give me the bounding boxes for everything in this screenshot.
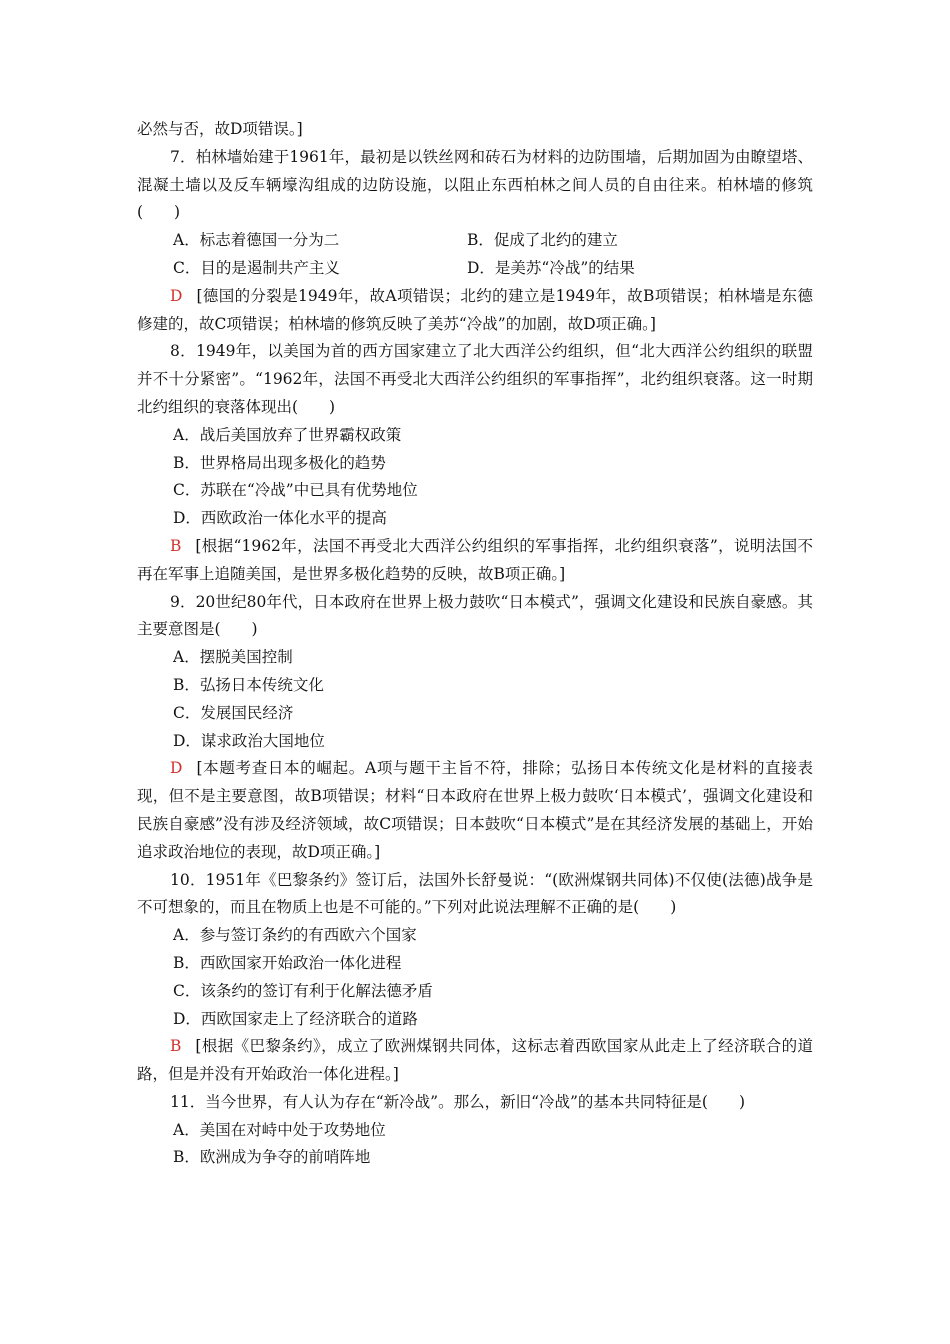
lead-text: 必然与否，故D项错误。] (137, 120, 303, 138)
question-7-option-b: B．促成了北约的建立 (467, 231, 618, 250)
question-7-option-c: C．目的是遏制共产主义 (173, 258, 340, 277)
question-10-stem: 10．1951年《巴黎条约》签订后，法国外长舒曼说：“(欧洲煤钢共同体)不仅使(法德)战争是不可想象的，而且在物质上也是不可能的。”下列对此说法理解不正确的是( ) (137, 870, 813, 917)
question-9-stem: 9．20世纪80年代，日本政府在世界上极力鼓吹“日本模式”，强调文化建设和民族自豪感。其主要意图是( ) (137, 592, 813, 639)
question-7-options-row-2 (137, 255, 813, 283)
question-8-option-a: A．战后美国放弃了世界霸权政策 (173, 425, 402, 444)
question-10-option-b: B．西欧国家开始政治一体化进程 (173, 953, 402, 972)
answer-letter: D (170, 759, 183, 778)
question-7-option-a: A．标志着德国一分为二 (173, 231, 340, 250)
answer-letter: B (170, 1037, 182, 1056)
question-11-stem: 11．当今世界，有人认为存在“新冷战”。那么，新旧“冷战”的基本共同特征是( ) (170, 1092, 746, 1111)
question-11-option-b: B．欧洲成为争夺的前哨阵地 (173, 1148, 371, 1167)
question-8-explanation: [根据“1962年，法国不再受北大西洋公约组织的军事指挥，北约组织衰落”，说明法国不再在军事上追随美国，是世界多极化趋势的反映，故B项正确。] (137, 536, 813, 583)
question-11-option-a: A．美国在对峙中处于攻势地位 (173, 1120, 386, 1139)
question-10-option-d: D．西欧国家走上了经济联合的道路 (173, 1009, 418, 1028)
answer-letter: B (170, 536, 182, 555)
question-10-answer (137, 1033, 813, 1089)
question-8-answer (137, 533, 813, 589)
question-9-option-b: B．弘扬日本传统文化 (173, 675, 324, 694)
question-9-option-a: A．摆脱美国控制 (173, 648, 293, 667)
question-8-option-b: B．世界格局出现多极化的趋势 (173, 453, 386, 472)
question-7-stem: 7．柏林墙始建于1961年，最初是以铁丝网和砖石为材料的边防围墙，后期加固为由瞭望塔、混凝土墙以及反车辆壕沟组成的边防设施，以阻止东西柏林之间人员的自由往来。柏林墙的修筑( ) (137, 147, 813, 222)
question-7-option-d: D．是美苏“冷战”的结果 (467, 258, 635, 277)
question-9-explanation: [本题考查日本的崛起。A项与题干主旨不符，排除；弘扬日本传统文化是材料的直接表现，但不是主要意图，故B项错误；材料“日本政府在世界上极力鼓吹‘日本模式’，强调文化建设和民族自豪感”没有涉及经济领域，故C项错误；日本鼓吹“日本模式”是在其经济发展的基础上，开始追求政治地位的表现，故D项正确。] (137, 759, 813, 861)
question-7-options-row-1 (137, 227, 813, 255)
question-10-option-c: C．该条约的签订有利于化解法德矛盾 (173, 981, 433, 1000)
question-8-option-d: D．西欧政治一体化水平的提高 (173, 509, 387, 528)
question-9-option-c: C．发展国民经济 (173, 703, 294, 722)
question-7-answer (137, 283, 813, 339)
answer-letter: D (170, 286, 183, 305)
question-8-option-c: C．苏联在“冷战”中已具有优势地位 (173, 481, 418, 500)
question-9-answer (137, 755, 813, 866)
document-body (137, 116, 813, 1172)
question-10-option-a: A．参与签订条约的有西欧六个国家 (173, 926, 417, 945)
question-7-explanation: [德国的分裂是1949年，故A项错误；北约的建立是1949年，故B项错误；柏林墙是东德修建的，故C项错误；柏林墙的修筑反映了美苏“冷战”的加剧，故D项正确。] (137, 286, 813, 333)
question-10-explanation: [根据《巴黎条约》，成立了欧洲煤钢共同体，这标志着西欧国家从此走上了经济联合的道路，但是并没有开始政治一体化进程。] (137, 1037, 813, 1084)
question-8-stem: 8．1949年，以美国为首的西方国家建立了北大西洋公约组织，但“北大西洋公约组织的联盟并不十分紧密”。“1962年，法国不再受北大西洋公约组织的军事指挥”，北约组织衰落。这一时期北约组织的衰落体现出( ) (137, 342, 813, 416)
question-9-option-d: D．谋求政治大国地位 (173, 731, 325, 750)
